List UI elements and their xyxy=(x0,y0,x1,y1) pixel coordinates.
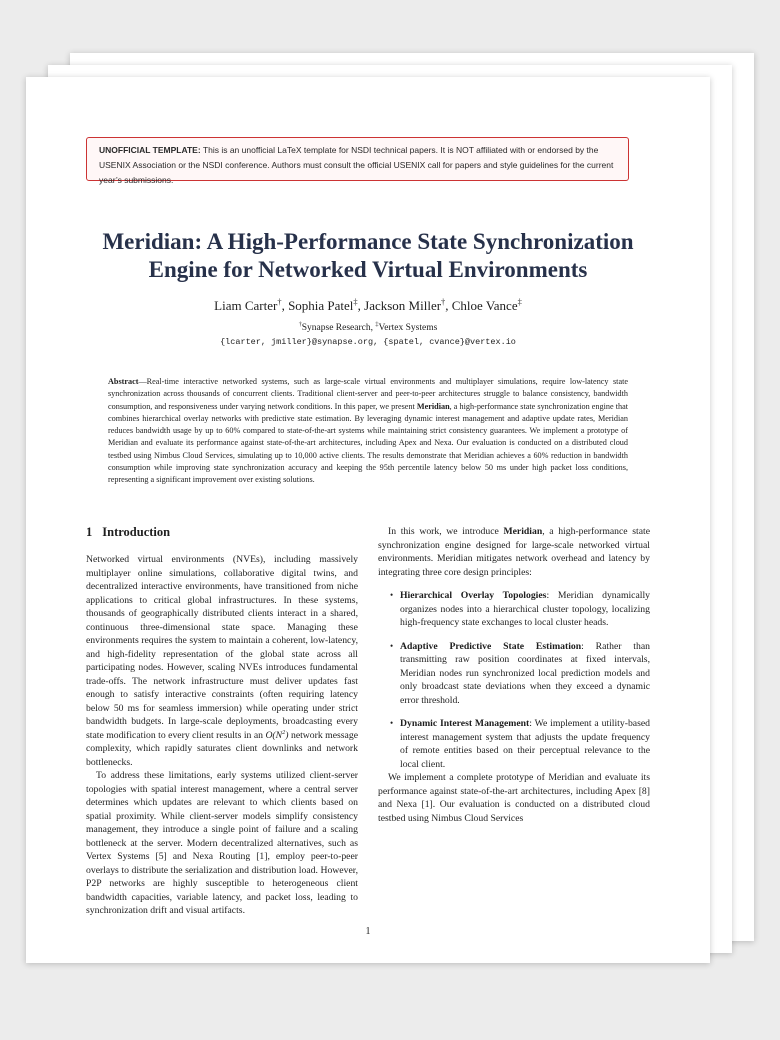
paragraph: We implement a complete prototype of Meridian and evaluate its performance against state-of-the-art architectures, including Apex [8] and Nexa [1]. Our evaluation is conducted on a distributed cloud testbed using Nimbus Cloud Services xyxy=(378,772,650,824)
system-name: Meridian xyxy=(503,526,543,537)
list-item: • Dynamic Interest Management: We implement a utility-based interest management system that adjusts the update frequency of remote entities based on their perceptual relevance to the local client. xyxy=(390,718,650,770)
author-name: Sophia Patel xyxy=(288,298,354,313)
paper-page xyxy=(26,77,710,963)
author-list: Liam Carter†, Sophia Patel‡, Jackson Miller†, Chloe Vance‡ xyxy=(214,296,522,313)
right-column xyxy=(378,525,650,825)
author-name: Jackson Miller xyxy=(364,298,442,313)
author-name: Chloe Vance xyxy=(451,298,518,313)
list-item-term: Hierarchical Overlay Topologies xyxy=(400,590,547,601)
notice-label: UNOFFICIAL TEMPLATE: xyxy=(99,145,201,155)
affiliation-org: Vertex Systems xyxy=(378,323,438,333)
bullet-icon: • xyxy=(390,640,394,651)
title-line-2: Engine for Networked Virtual Environments xyxy=(148,257,588,282)
page-number: 1 xyxy=(365,926,371,937)
affiliation-mark: ‡ xyxy=(517,296,522,307)
unofficial-template-notice xyxy=(86,137,629,185)
author-emails: {lcarter, jmiller}@synapse.org, {spatel, cvance}@vertex.io xyxy=(220,337,516,347)
section-number: 1 xyxy=(86,525,93,539)
list-item-term: Dynamic Interest Management xyxy=(400,718,530,729)
author-name: Liam Carter xyxy=(214,298,278,313)
bullet-icon: • xyxy=(390,718,394,728)
system-name: Meridian xyxy=(416,401,450,411)
list-item: • Adaptive Predictive State Estimation: Rather than transmitting raw position coordinates at fixed intervals, Meridian nodes run synchronized local prediction models and only broadcast state deviations when they exceed a dynamic error threshold. xyxy=(390,640,650,706)
affiliation-org: Synapse Research, xyxy=(301,323,376,333)
list-item: • Hierarchical Overlay Topologies: Meridian dynamically organizes nodes into a hierarchical cluster topology, localizing high-frequency state exchanges to local cluster heads. xyxy=(390,590,650,628)
section-title: Introduction xyxy=(102,525,171,539)
design-principles-list xyxy=(378,589,650,771)
paragraph: To address these limitations, early systems utilized client-server topologies with spatial interest management, where a central server determines which updates are relevant to which clients based on spatial proximity. While client-server models simplify consistency management, they introduce a single point of failure and a scaling bottleneck at the server. Modern decentralized alternatives, such as Vertex Systems [5] and Nexa Routing [1], employ peer-to-peer overlays to distribute the serialization and distribution load. However, P2P networks are highly susceptible to heterogeneous client bandwidth capacities, variable latency, and packet loss, leading to synchronization drift and visual artifacts. xyxy=(86,770,358,916)
affiliation-mark: † xyxy=(441,296,446,307)
paragraph: In this work, we introduce Meridian, a high-performance state synchronization engine designed for large-scale networked virtual environments. Meridian mitigates network overhead and latency by integrating three core design principles: xyxy=(378,526,650,578)
title-line-1: Meridian: A High-Performance State Synchronization xyxy=(102,229,634,254)
abstract-label: Abstract xyxy=(108,377,139,386)
math-expression: $O(N^2)$ xyxy=(265,728,289,741)
affiliation-mark: † xyxy=(277,296,282,307)
abstract: Abstract—Real-time interactive networked systems, such as large-scale virtual environments and multiplayer simulations, require low-latency state synchronization across thousands of concurrent clients. Traditional client-server and peer-to-peer architectures struggle to balance consistency, bandwidth consumption, and responsiveness under varying network conditions. In this paper, we present Meridian, a high-performance state synchronization engine that combines hierarchical overlay networks with predictive state estimation. By leveraging dynamic interest management and adaptive update rates, Meridian reduces bandwidth usage by up to 60% compared to state-of-the-art systems while maintaining strict consistency guarantees. We implement a prototype of Meridian and evaluate its performance against state-of-the-art architectures, including Apex and Nexa. Our evaluation is conducted on a distributed cloud testbed using Nimbus Cloud Services, simulating up to 10,000 active clients. The results demonstrate that Meridian achieves a 60% reduction in bandwidth consumption while improving state synchronization accuracy and keeping the 95th percentile latency below 50 ms under high packet loss conditions, representing a significant improvement over existing solutions. xyxy=(108,377,628,485)
section-heading xyxy=(86,525,358,553)
bullet-icon: • xyxy=(390,590,394,600)
paper-title xyxy=(26,228,710,284)
paragraph: Networked virtual environments (NVEs), including massively multiplayer online simulations, collaborative digital twins, and decentralized interactive environments, have transitioned from niche applications to critical global infrastructures. In these systems, thousands of geographically distributed clients interact in a shared, continuous three-dimensional state space. Managing these environments requires the system to maintain a coherent, low-latency, and high-fidelity representation of the global state across all participating nodes. However, scaling NVEs introduces fundamental trade-offs. The network infrastructure must deliver updates fast enough to satisfy interactive constraints (often requiring latency below 50 ms for seamless immersion) while operating under strict bandwidth budgets. In large-scale deployments, broadcasting every state modification to every client results in an $O(N^2)$ network message complexity, which rapidly saturates client downlinks and network bottlenecks. xyxy=(86,554,358,768)
affiliations: †Synapse Research, ‡Vertex Systems xyxy=(298,321,438,333)
affiliation-mark: ‡ xyxy=(353,296,358,307)
list-item-term: Adaptive Predictive State Estimation xyxy=(400,640,582,652)
left-column xyxy=(86,525,358,918)
notice-text: This is an unofficial LaTeX template for NSDI technical papers. It is NOT affiliated with or endorsed by the USENIX Association or the NSDI conference. Authors must consult the official USENIX call for papers and style guidelines for the current year’s submissions. xyxy=(99,145,614,185)
